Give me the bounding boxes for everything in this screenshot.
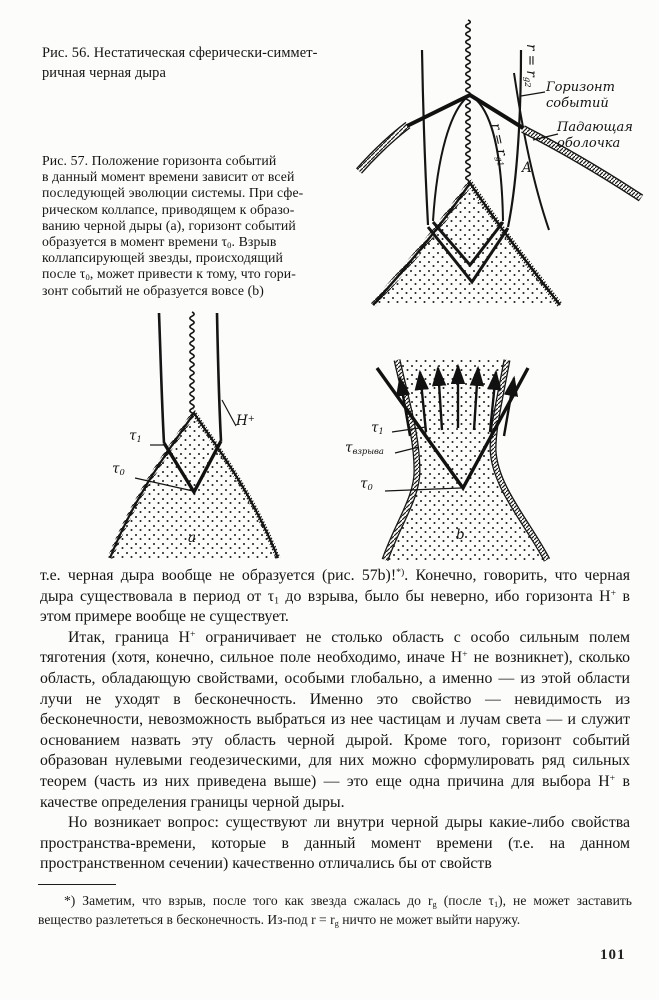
figure-56-caption: Рис. 56. Нестатическая сферически-симмет- ричная черная дыра [42, 45, 318, 81]
label-tau1-a: $\tau_1$ [129, 428, 142, 445]
left-star-boundary [159, 313, 164, 443]
singularity-wavy-line [466, 20, 471, 184]
label-falling-shell: Падающая оболочка [557, 120, 633, 151]
panel-b-letter: b [456, 527, 465, 543]
figure-57-caption: Рис. 57. Положение горизонта событий в данный момент времени зависит от всей последующей эволюции системы. При сфе- рическом коллапсе, приводящем к образо- ванию черной дыры (a), горизонт событий образуется в момент времени $\tau_0$. Взрыв коллапсирующей звезды, происходящий после $\tau_0$, может привести к тому, что гори- зонт событий не образуется вовсе (b) [42, 153, 304, 298]
label-tau0-b: $\tau_0$ [360, 476, 373, 493]
left-worldline [422, 50, 428, 225]
label-event-horizon: Горизонт событий [546, 80, 615, 111]
horizon-label-leader [521, 92, 545, 96]
label-tau0-a: $\tau_0$ [112, 461, 125, 478]
label-r-rg2: $r = r_{g2}$ [522, 44, 539, 88]
footnote [38, 891, 632, 930]
right-star-boundary [217, 313, 221, 441]
singularity-wavy-line [190, 312, 194, 414]
page-number: 101 [600, 947, 626, 963]
footnote-text: *) Заметим, что взрыв, после того как звезда сжалась до $r_g$ (после $\tau_1$), не может заставить вещество разлететься в бесконечность. Из-под $r = r_g$ ничто не может выйти наружу. [38, 893, 632, 929]
label-r-rg1: $r = r_{g1}$ [487, 121, 510, 168]
exploding-star-stipple [385, 360, 547, 560]
label-tau1-b: $\tau_1$ [371, 420, 384, 437]
horizon-label-leader [222, 400, 236, 426]
paragraph-1: т.е. черная дыра вообще не образуется (рис. 57b)!*). Конечно, говорить, что черная дыра существовала в период от $\tau_1$ до взрыва, было бы неверно, ибо горизонта H+ в этом примере вообще не существует. [40, 567, 630, 626]
paragraph-2: Итак, граница H+ ограничивает не столько область с особо сильным полем тяготения (хотя, конечно, сильное поле необходимо, иначе H+ не возникнет), сколько область, обладающую свойствами, особыми глобально, а именно — из этой области лучи не уходят в бесконечность. Именно это свойство — невидимость из бесконечности, невозможность выбраться из нее частицам и лучам света — и служит основанием назвать эту область черной дырой. Кроме того, горизонт событий образован нулевыми геодезическими, для них можно сформулировать ряд сильных теорем (часть из них приведена выше) — это еще одна причина для выбора H+ в качестве определения границы черной дыры. [40, 628, 630, 811]
panel-a-letter: a [188, 530, 197, 546]
a-ray-curve [514, 73, 549, 230]
footnote-rule [38, 884, 116, 885]
paragraph-3: Но возникает вопрос: существуют ли внутри черной дыры какие-либо свойства пространства-времени, которые в данный момент времени (т.е. на данном пространственном сечении) качественно отличались бы от свойств [40, 814, 630, 873]
label-h-plus: H+ [236, 412, 255, 429]
label-tau-explosion: $\tau_{взрыва}$ [345, 440, 384, 457]
star-interior-stipple [373, 183, 560, 305]
label-point-a: A [522, 160, 532, 176]
body-text [40, 566, 630, 875]
